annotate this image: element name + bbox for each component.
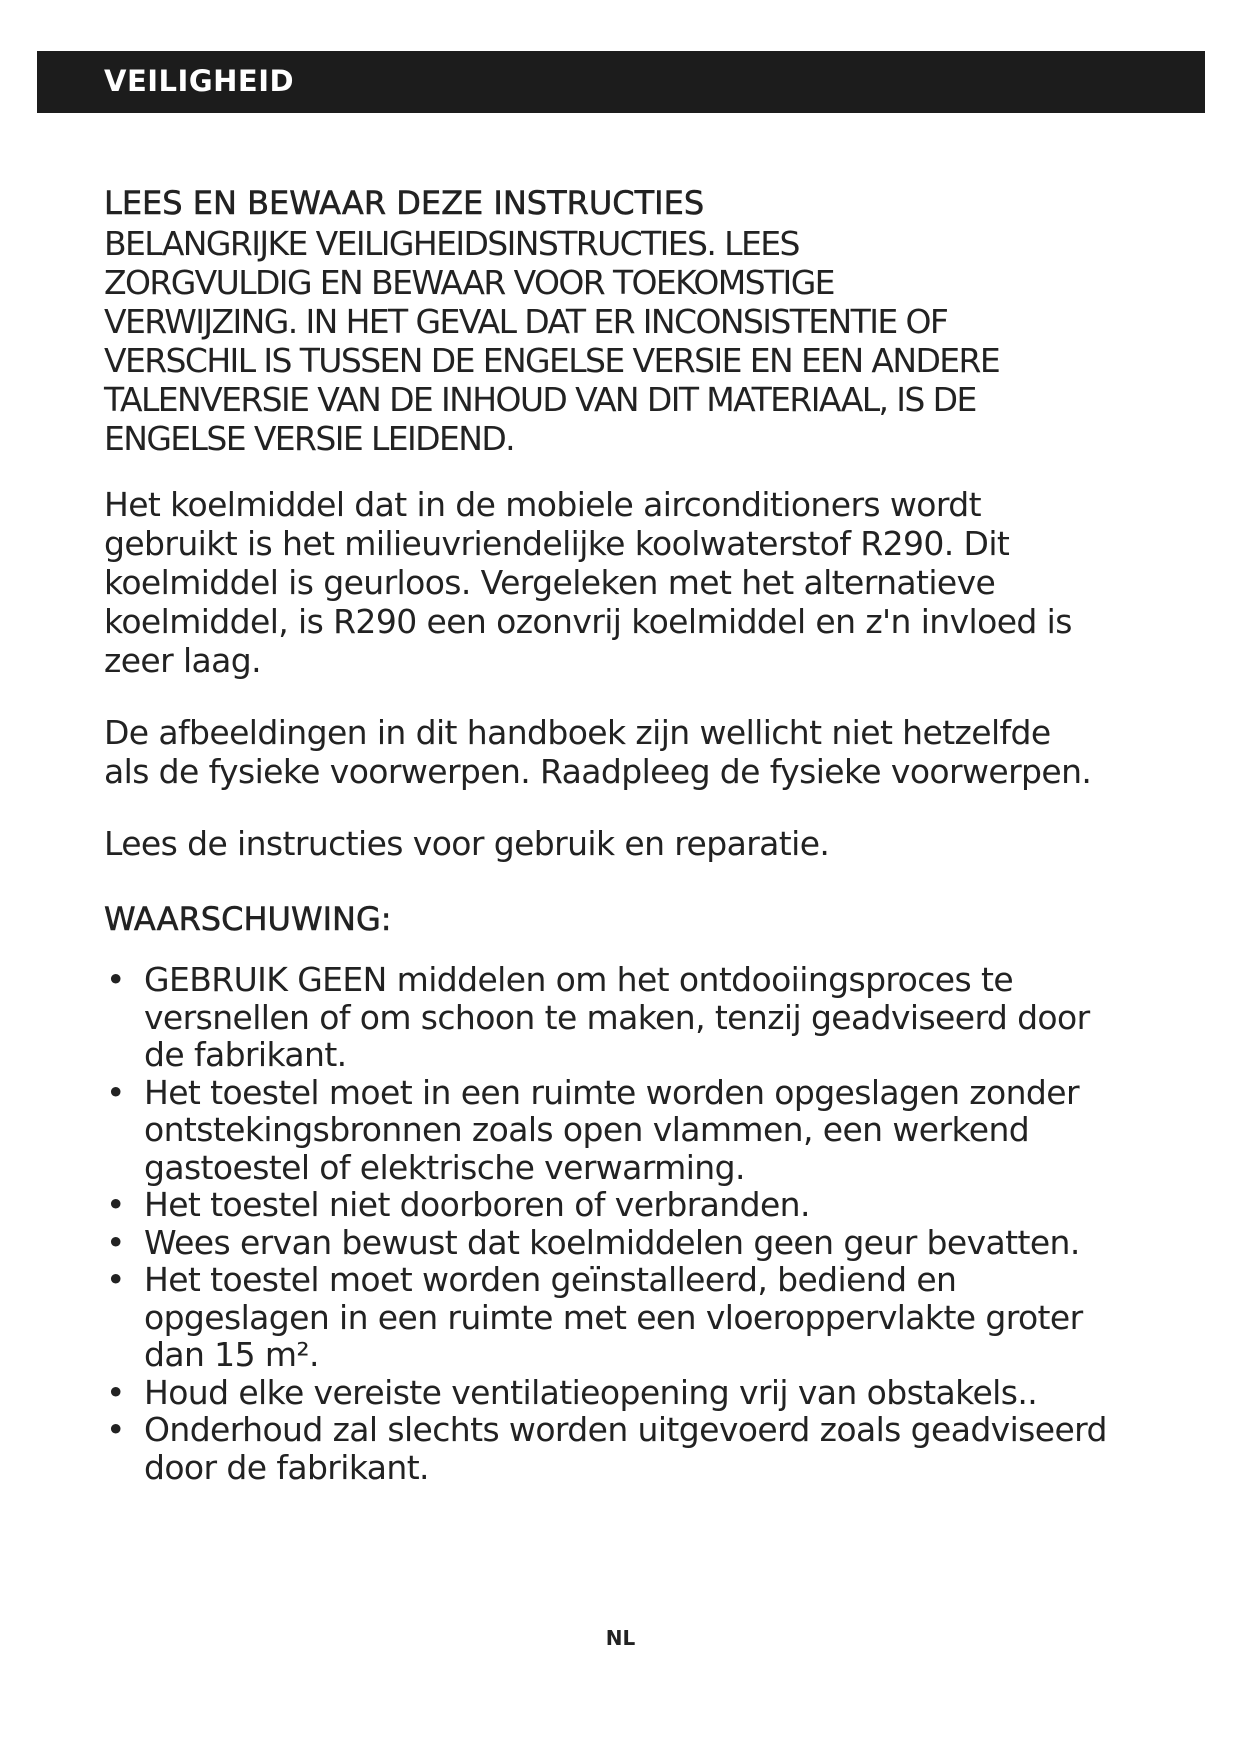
refrigerant-paragraph: Het koelmiddel dat in de mobiele airconditioners wordt gebruikt is het milieuvriendelijke koolwaterstof R290. Dit koelmiddel is geurloos. Vergeleken met het alternatieve koelmiddel, is R290 een ozonvrij koelmiddel en z'n invloed is zeer laag. bbox=[104, 485, 1072, 680]
bullet-icon: • bbox=[106, 1185, 125, 1224]
warning-item-text: GEBRUIK GEEN middelen om het ontdooiingsproces te versnellen of om schoon te maken, tenzij geadviseerd door de fabrikant. bbox=[144, 960, 1090, 1074]
warning-item-defrost bbox=[104, 961, 1164, 1074]
bullet-icon: • bbox=[106, 960, 125, 999]
warning-item-storage bbox=[104, 1074, 1164, 1187]
warning-item-text: Het toestel moet worden geïnstalleerd, bediend en opgeslagen in een ruimte met een vloeroppervlakte groter dan 15 m². bbox=[144, 1260, 1083, 1374]
warning-item-text: Onderhoud zal slechts worden uitgevoerd zoals geadviseerd door de fabrikant. bbox=[144, 1410, 1107, 1487]
bullet-icon: • bbox=[106, 1072, 125, 1112]
bullet-icon: • bbox=[106, 1222, 125, 1262]
language-code: NL bbox=[605, 1626, 636, 1650]
warning-heading: WAARSCHUWING: bbox=[104, 900, 392, 938]
instructions-heading: LEES EN BEWAAR DEZE INSTRUCTIES bbox=[104, 184, 705, 222]
page-content bbox=[104, 182, 1164, 1486]
read-instructions-paragraph: Lees de instructies voor gebruik en reparatie. bbox=[104, 824, 830, 863]
warning-item-pierce bbox=[104, 1186, 1164, 1224]
warning-item-odor bbox=[104, 1224, 1164, 1262]
safety-intro-paragraph: BELANGRIJKE VEILIGHEIDSINSTRUCTIES. LEES ZORGVULDIG EN BEWAAR VOOR TOEKOMSTIGE VERWIJZING. IN HET GEVAL DAT ER INCONSISTENTIE OF VERSCHIL IS TUSSEN DE ENGELSE VERSIE EN EEN ANDERE TALENVERSIE VAN DE INHOUD VAN DIT MATERIAAL, IS DE ENGELSE VERSIE LEIDEND. bbox=[104, 224, 1000, 458]
warning-item-maintenance bbox=[104, 1411, 1164, 1486]
illustrations-paragraph: De afbeeldingen in dit handboek zijn wellicht niet hetzelfde als de fysieke voorwerpen. Raadpleeg de fysieke voorwerpen. bbox=[104, 713, 1092, 791]
warning-item-text: Wees ervan bewust dat koelmiddelen geen geur bevatten. bbox=[144, 1222, 1080, 1262]
bullet-icon: • bbox=[106, 1260, 125, 1299]
bullet-icon: • bbox=[106, 1410, 125, 1449]
warning-item-text: Het toestel moet in een ruimte worden opgeslagen zonder ontstekingsbronnen zoals open vlammen, een werkend gastoestel of elektrische verwarming. bbox=[144, 1072, 1079, 1187]
warning-item-room-size bbox=[104, 1261, 1164, 1374]
warning-list bbox=[104, 961, 1164, 1486]
warning-item-ventilation bbox=[104, 1374, 1164, 1412]
warning-item-text: Houd elke vereiste ventilatieopening vrij van obstakels.. bbox=[144, 1372, 1038, 1412]
section-header-bar bbox=[37, 51, 1205, 113]
section-title: VEILIGHEID bbox=[104, 64, 295, 98]
warning-item-text: Het toestel niet doorboren of verbranden. bbox=[144, 1185, 810, 1224]
bullet-icon: • bbox=[106, 1372, 125, 1412]
